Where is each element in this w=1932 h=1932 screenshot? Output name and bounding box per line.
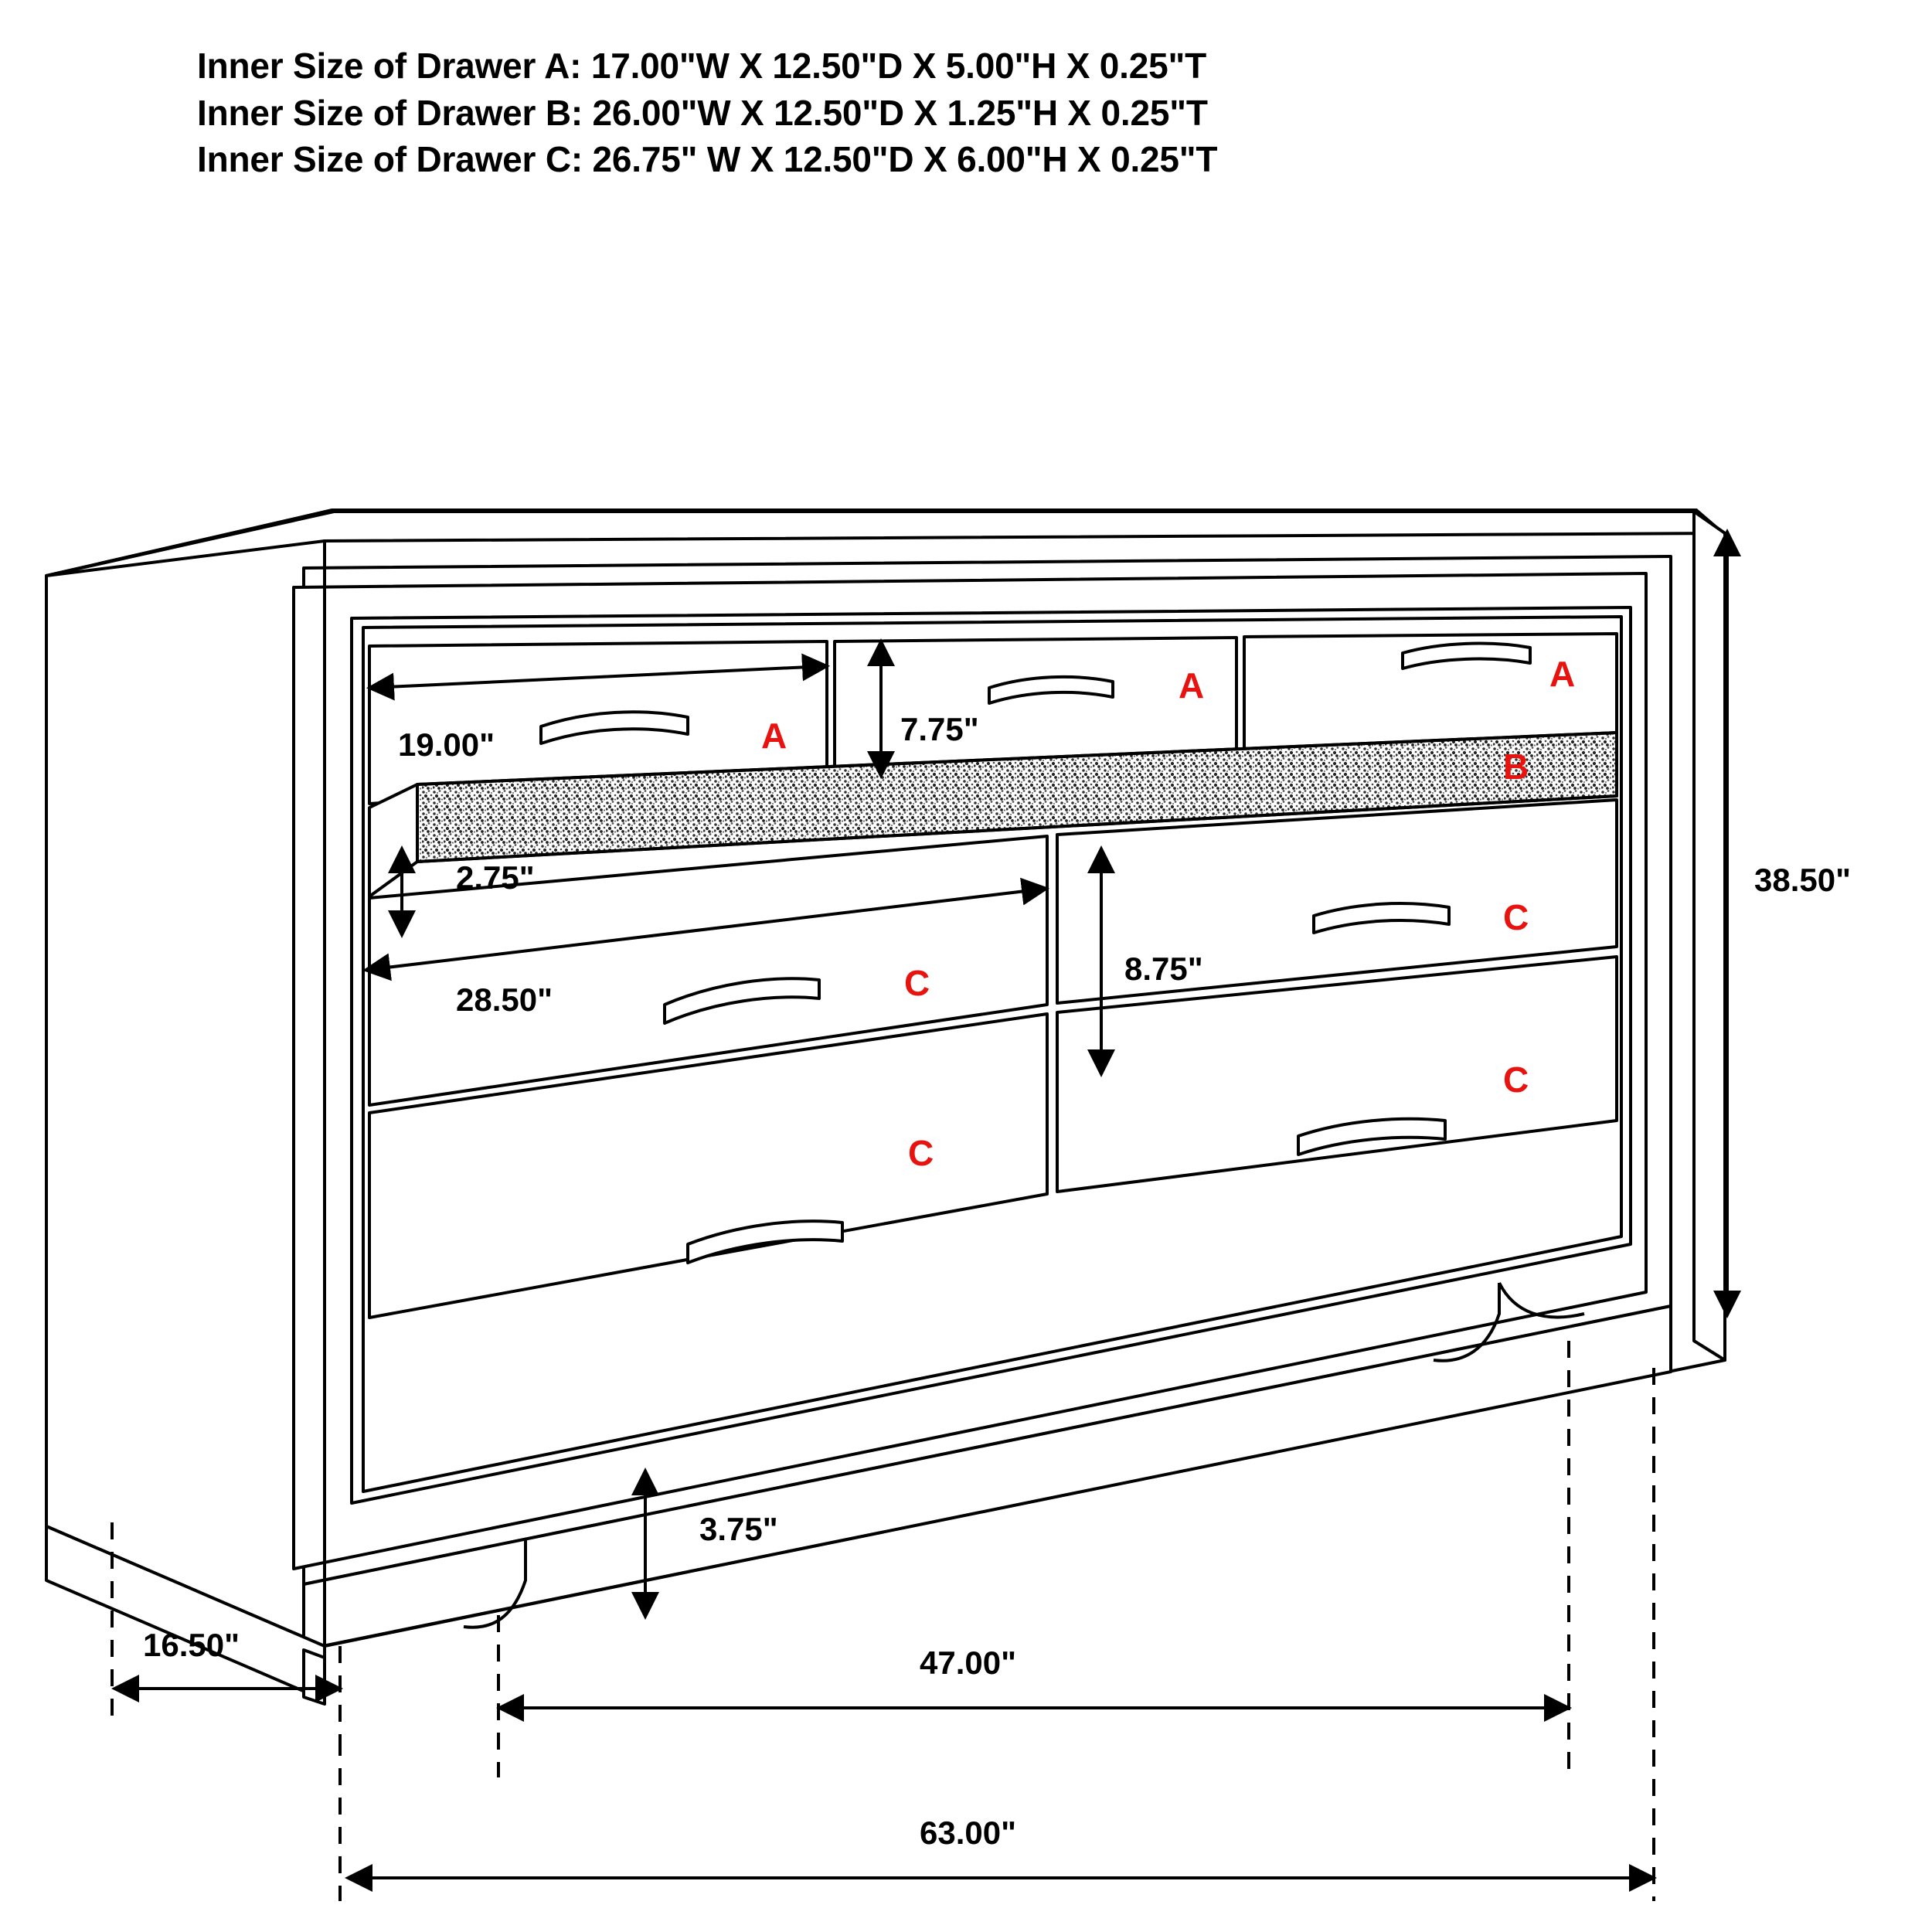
- letter-b-right: B: [1503, 747, 1529, 787]
- dim-overall-height: 38.50": [1754, 862, 1852, 898]
- dim-drawer-c-height: 8.75": [1124, 951, 1203, 987]
- dim-inner-width: 47.00": [920, 1645, 1017, 1681]
- letter-c-lower-right: C: [1503, 1060, 1529, 1100]
- spec-line-drawer-c: Inner Size of Drawer C: 26.75" W X 12.50"D X 6.00"H X 0.25"T: [197, 139, 1218, 180]
- dim-drawer-a-width: 19.00": [398, 726, 495, 763]
- spec-line-drawer-b: Inner Size of Drawer B: 26.00"W X 12.50"D X 1.25"H X 0.25"T: [197, 92, 1208, 133]
- letter-a-left: A: [761, 716, 787, 756]
- dim-base-clearance: 3.75": [699, 1511, 778, 1547]
- letter-c-upper-left: C: [904, 963, 930, 1003]
- letter-c-upper-right: C: [1503, 897, 1529, 937]
- dim-drawer-a-height: 7.75": [900, 711, 979, 747]
- dim-drawer-b-height: 2.75": [456, 859, 535, 896]
- dim-depth: 16.50": [143, 1627, 240, 1663]
- dim-overall-width: 63.00": [920, 1815, 1017, 1851]
- spec-line-drawer-a: Inner Size of Drawer A: 17.00"W X 12.50"D X 5.00"H X 0.25"T: [197, 46, 1207, 86]
- letter-a-mid: A: [1179, 665, 1205, 706]
- letter-c-lower-left: C: [908, 1133, 934, 1173]
- letter-a-right: A: [1549, 654, 1576, 694]
- dim-drawer-c-width: 28.50": [456, 981, 553, 1018]
